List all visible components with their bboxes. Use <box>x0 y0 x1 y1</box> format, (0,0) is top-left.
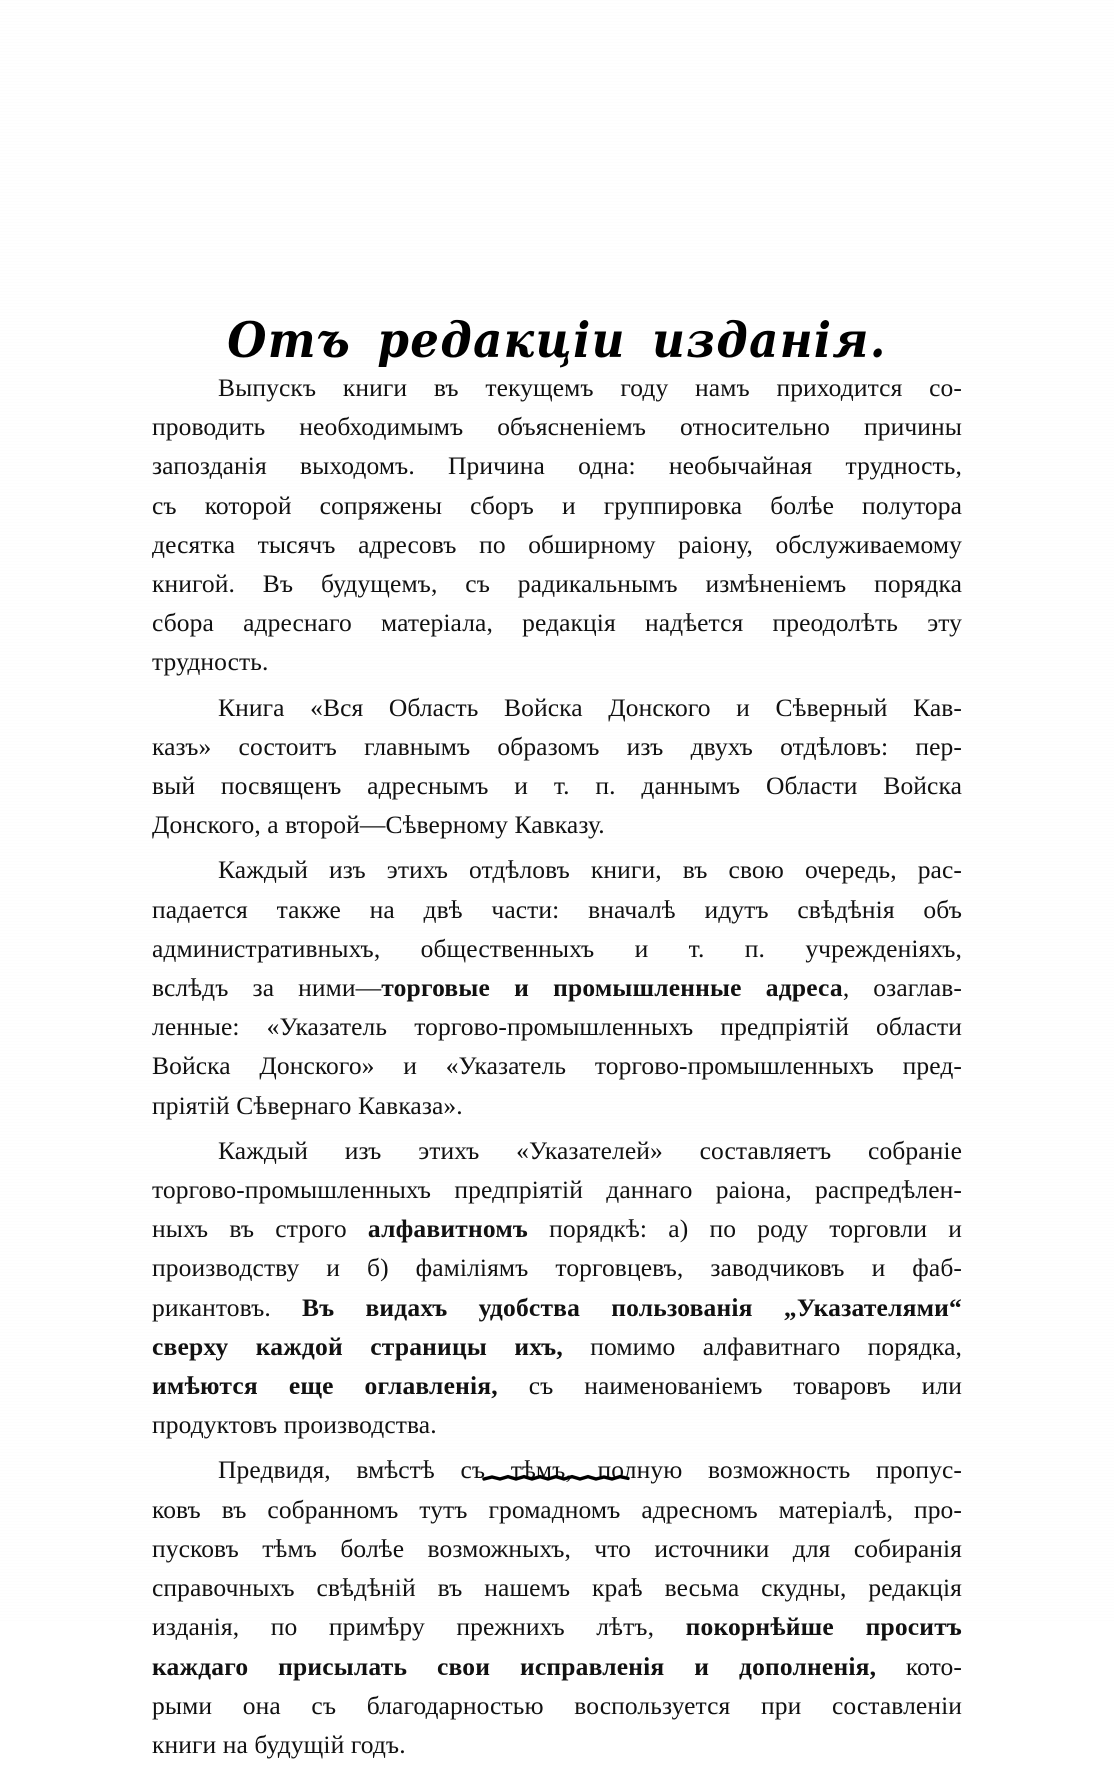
text-run: падается также на двѣ части: вначалѣ идутъ свѣдѣнія объ <box>152 894 962 924</box>
wavy-rule-ornament <box>0 1468 1114 1486</box>
text-run: ленные: «Указатель торгово-промышленныхъ предпріятій области <box>152 1012 962 1042</box>
text-run: съ наименованіемъ товаровъ или <box>497 1371 963 1401</box>
text-line <box>152 1529 962 1568</box>
text-run: продуктовъ производства. <box>152 1410 437 1440</box>
text-run: кото- <box>876 1651 962 1681</box>
body-text-block <box>152 368 962 1770</box>
paragraph <box>152 368 962 682</box>
text-run: пріятій Сѣвернаго Кавказа». <box>152 1090 463 1120</box>
paragraph <box>152 1450 962 1764</box>
text-line <box>152 642 962 681</box>
text-line <box>152 564 962 603</box>
text-line <box>152 1248 962 1287</box>
text-line <box>152 1686 962 1725</box>
emphasis-run: покорнѣйше проситъ <box>685 1612 962 1642</box>
text-run: порядкѣ: а) по роду торговли и <box>527 1214 962 1244</box>
text-run: Каждый изъ этихъ отдѣловъ книги, въ свою очередь, рас- <box>218 855 962 885</box>
text-run: съ которой сопряжены сборъ и группировка болѣе полутора <box>152 490 962 520</box>
text-line <box>152 486 962 525</box>
text-run: рыми она съ благодарностью воспользуется при составленіи <box>152 1690 962 1720</box>
text-run: Войска Донского» и «Указатель торгово-промышленныхъ пред- <box>152 1051 962 1081</box>
paragraph <box>152 850 962 1124</box>
text-line <box>152 727 962 766</box>
text-line <box>152 1046 962 1085</box>
text-run: казъ» состоитъ главнымъ образомъ изъ двухъ отдѣловъ: пер- <box>152 731 962 761</box>
text-run: Предвидя, вмѣстѣ съ тѣмъ, полную возможность пропус- <box>218 1455 962 1485</box>
text-line <box>152 890 962 929</box>
text-line <box>152 1327 962 1366</box>
text-run: ныхъ въ строго <box>152 1214 368 1244</box>
text-line <box>152 603 962 642</box>
text-run: десятка тысячъ адресовъ по обширному раіону, обслуживаемому <box>152 529 962 559</box>
text-run: вый посвященъ адреснымъ и т. п. даннымъ Области Войска <box>152 771 962 801</box>
text-line <box>152 1007 962 1046</box>
text-run: Книга «Вся Область Войска Донского и Сѣверный Кав- <box>218 692 962 722</box>
text-run: проводить необходимымъ объясненіемъ относительно причины <box>152 412 962 442</box>
text-run: трудность. <box>152 647 269 677</box>
text-run: пусковъ тѣмъ болѣе возможныхъ, что источники для собиранія <box>152 1533 962 1563</box>
text-line <box>152 1490 962 1529</box>
text-line <box>152 407 962 446</box>
text-run: изданія, по примѣру прежнихъ лѣтъ, <box>152 1612 686 1642</box>
emphasis-run: алфавитномъ <box>367 1214 528 1244</box>
text-run: запозданія выходомъ. Причина одна: необычайная трудность, <box>152 451 962 481</box>
emphasis-run: Въ видахъ удобства пользованія „Указателями“ <box>301 1292 962 1322</box>
text-line <box>152 1568 962 1607</box>
text-run: торгово-промышленныхъ предпріятій даннаго раіона, распредѣлен- <box>152 1175 962 1205</box>
paragraph <box>152 1131 962 1445</box>
page-title: Отъ редакціи изданія. <box>227 310 887 369</box>
text-line <box>152 1288 962 1327</box>
text-line <box>152 1170 962 1209</box>
text-line <box>152 766 962 805</box>
text-line <box>152 1209 962 1248</box>
text-run: справочныхъ свѣдѣній въ нашемъ краѣ весьма скудны, редакція <box>152 1573 962 1603</box>
text-run: книгой. Въ будущемъ, съ радикальнымъ измѣненіемъ порядка <box>152 569 962 599</box>
emphasis-run: сверху каждой страницы ихъ, <box>152 1331 563 1361</box>
text-line <box>152 525 962 564</box>
text-line <box>152 446 962 485</box>
text-line <box>152 1725 962 1764</box>
text-line <box>152 1647 962 1686</box>
text-line <box>152 1131 962 1170</box>
text-run: , озаглав- <box>842 973 962 1003</box>
paragraph <box>152 688 962 845</box>
emphasis-run: торговые и промышленные адреса <box>381 973 843 1003</box>
text-line <box>152 929 962 968</box>
text-line <box>152 850 962 889</box>
text-line <box>152 1086 962 1125</box>
emphasis-run: имѣются еще оглавленія, <box>152 1371 498 1401</box>
text-run: книги на будущій годъ. <box>152 1729 406 1759</box>
text-line <box>152 805 962 844</box>
text-line <box>152 968 962 1007</box>
text-run: помимо алфавитнаго порядка, <box>562 1331 962 1361</box>
text-line <box>152 1405 962 1444</box>
text-run: ковъ въ собранномъ тутъ громадномъ адресномъ матеріалѣ, про- <box>152 1494 962 1524</box>
text-run: рикантовъ. <box>152 1292 302 1322</box>
text-run: Выпускъ книги въ текущемъ году намъ приходится со- <box>218 373 962 402</box>
text-line <box>152 368 962 407</box>
emphasis-run: каждаго присылать свои исправленія и дополненія, <box>152 1651 877 1681</box>
text-run: административныхъ, общественныхъ и т. п. учрежденіяхъ, <box>152 933 962 963</box>
text-line <box>152 1366 962 1405</box>
text-run: вслѣдъ за ними— <box>152 973 382 1003</box>
text-line <box>152 688 962 727</box>
text-run: производству и б) фаміліямъ торговцевъ, заводчиковъ и фаб- <box>152 1253 962 1283</box>
text-run: сбора адреснаго матеріала, редакція надѣется преодолѣть эту <box>152 608 962 638</box>
text-line <box>152 1607 962 1646</box>
text-run: Донского, а второй—Сѣверному Кавказу. <box>152 810 605 840</box>
text-run: Каждый изъ этихъ «Указателей» составляетъ собраніе <box>218 1135 962 1165</box>
